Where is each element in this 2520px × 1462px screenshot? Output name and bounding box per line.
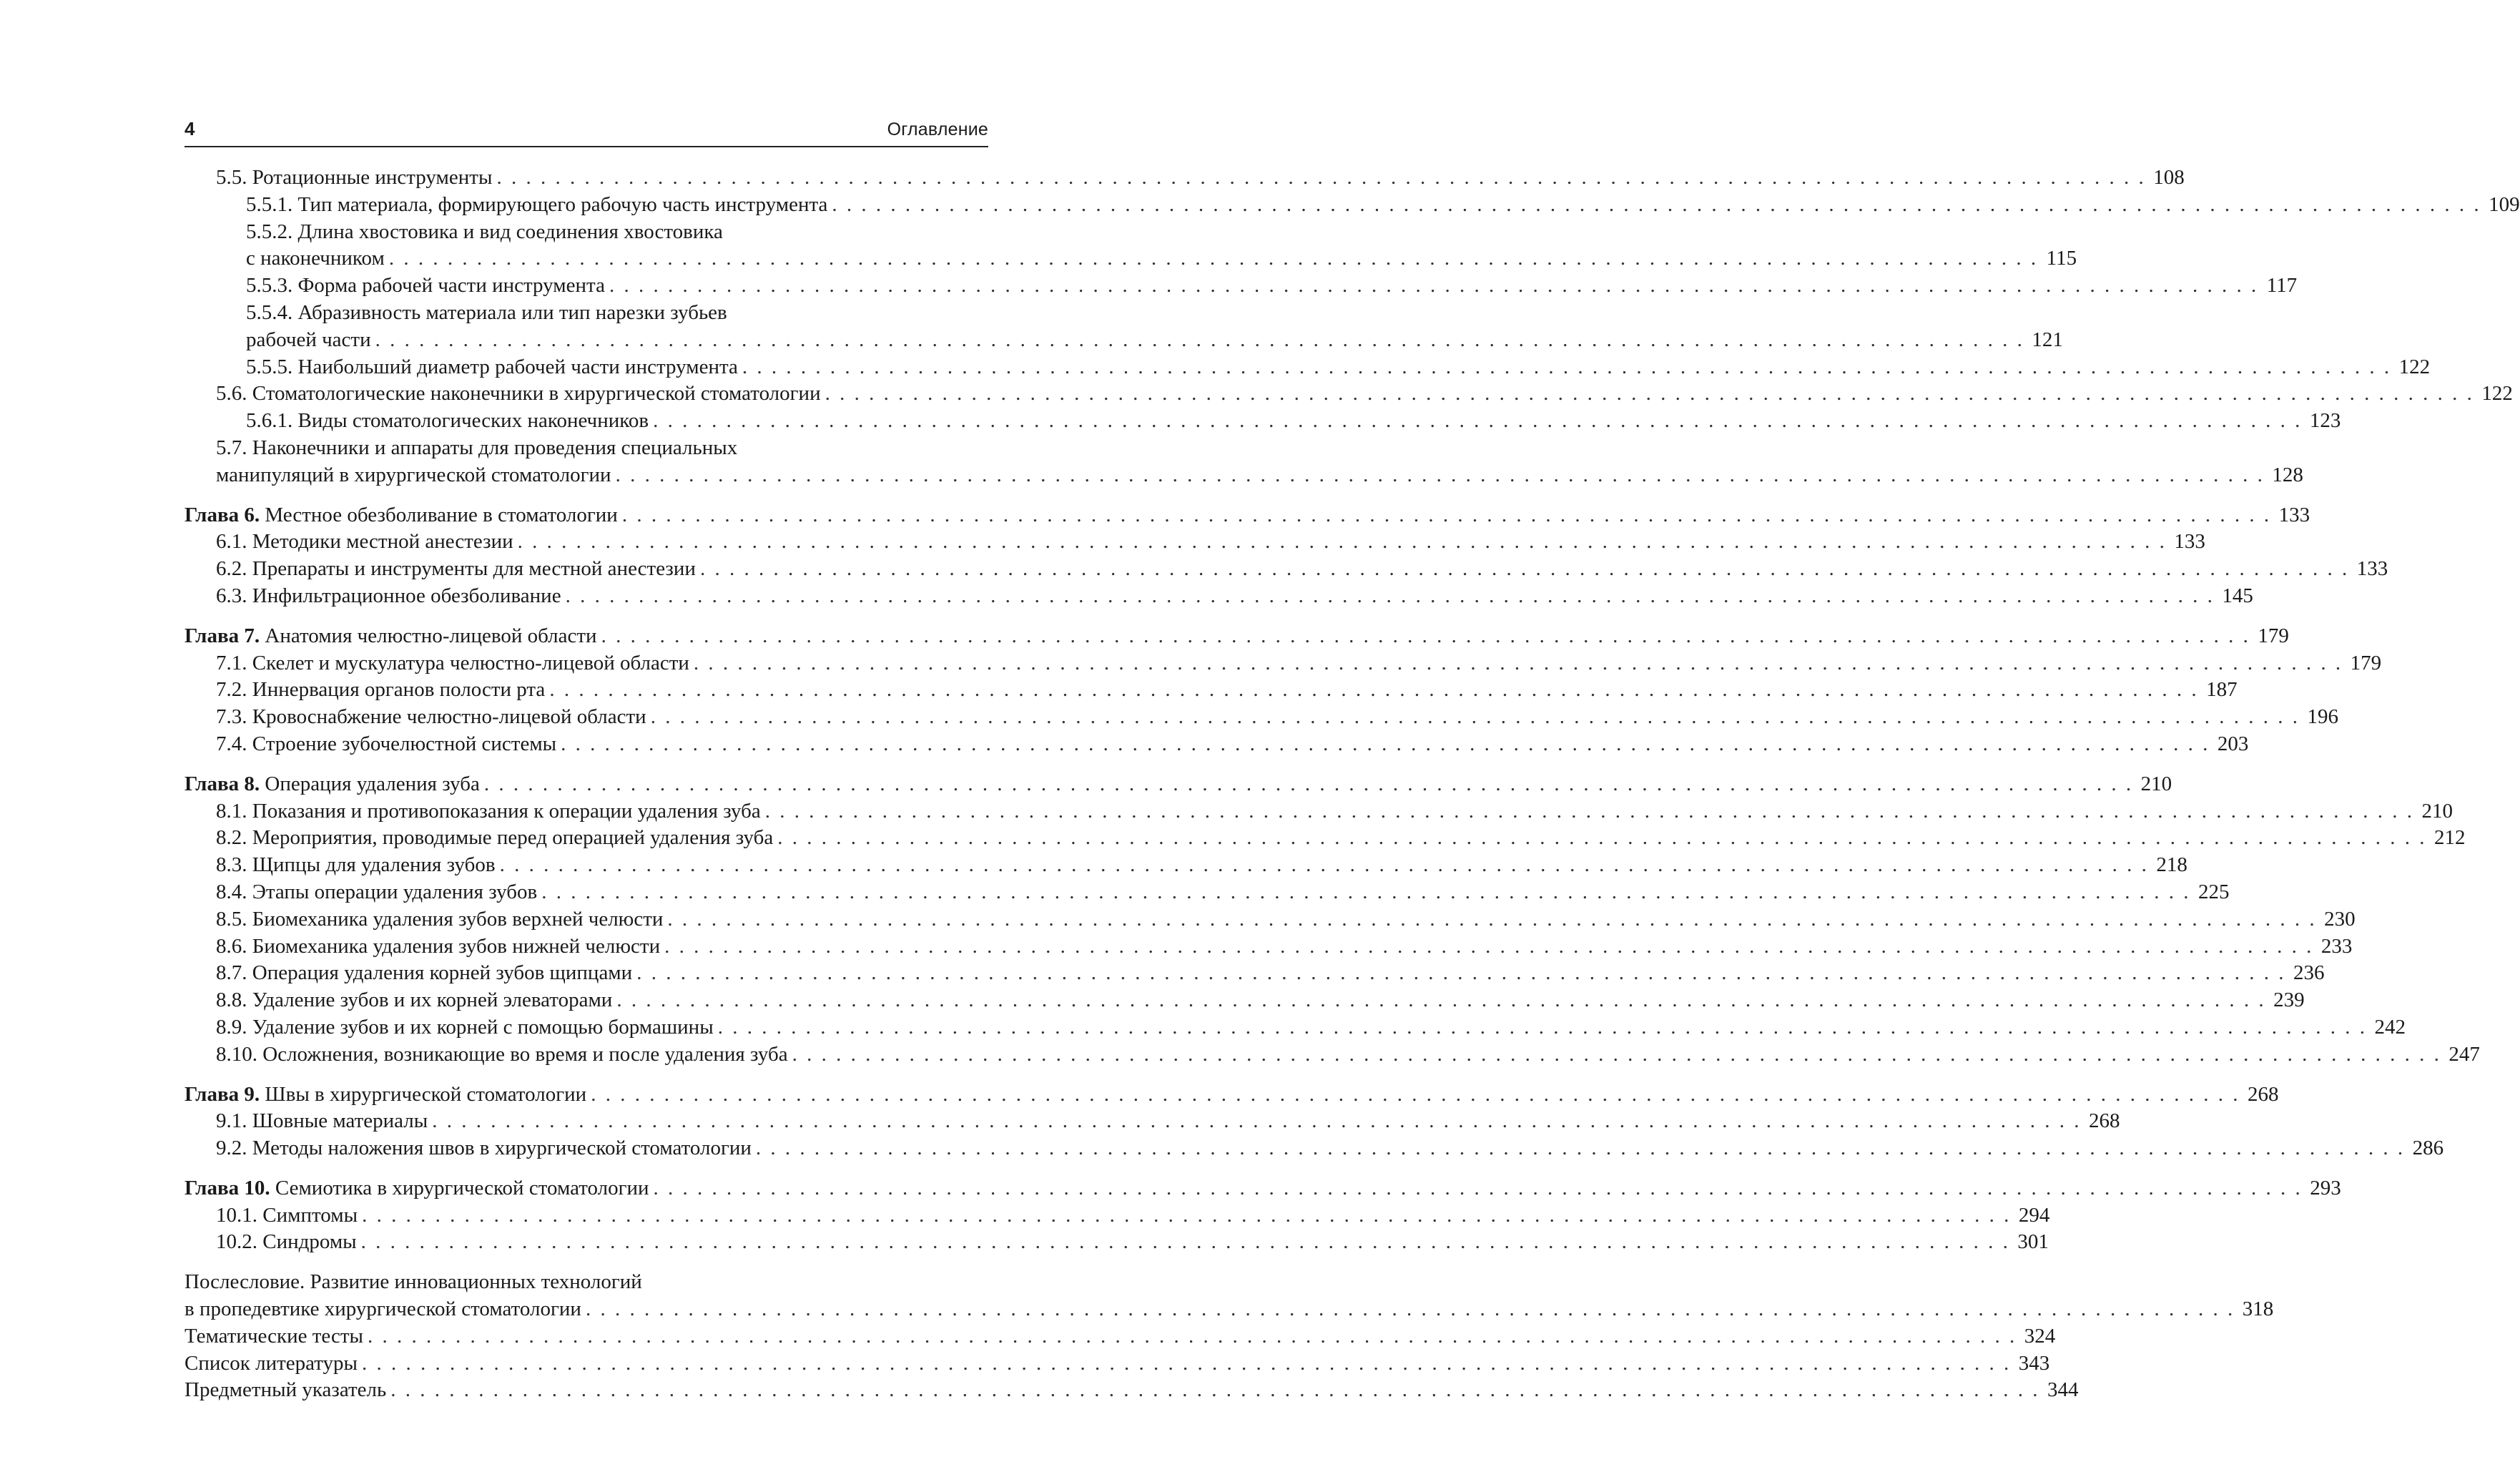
toc-entry-title — [246, 192, 827, 219]
section-gap — [184, 489, 988, 502]
toc-entry-title — [216, 879, 537, 906]
toc-entry-text: Послесловие. Развитие инновационных технологий — [184, 1270, 642, 1294]
running-title: Оглавление — [887, 119, 988, 139]
dot-leader — [636, 960, 2285, 987]
toc-entry-text: 8.8. Удаление зубов и их корней элеваторами — [216, 988, 613, 1012]
dot-leader — [541, 879, 2190, 906]
toc-entry-text: 5.5.5. Наибольший диаметр рабочей части инструмента — [246, 355, 738, 378]
toc-entry-title — [216, 529, 513, 556]
toc-entry-title — [184, 1296, 581, 1323]
toc-entry-title — [184, 1377, 386, 1404]
toc-page-number: 225 — [2197, 880, 2230, 903]
toc-entry[interactable] — [184, 960, 2325, 987]
dot-leader — [651, 704, 2300, 731]
dot-leader — [700, 556, 2349, 583]
toc-entry[interactable] — [184, 852, 2187, 879]
section-gap — [184, 1069, 988, 1081]
toc-page-number: 268 — [2247, 1082, 2279, 1106]
toc-page-number: 212 — [2434, 826, 2466, 850]
dot-leader — [389, 245, 2038, 273]
toc-entry-text: 8.4. Этапы операции удаления зубов — [216, 880, 538, 903]
toc-entry-title — [216, 906, 663, 933]
toc-entry-title — [184, 1350, 358, 1378]
toc-entry-title — [216, 731, 556, 758]
toc-entry[interactable] — [184, 165, 2185, 192]
toc-entry-text: 10.2. Синдромы — [216, 1230, 357, 1254]
toc-page-number: 133 — [2174, 530, 2205, 554]
toc-entry[interactable] — [184, 879, 2230, 906]
toc-entry-text: 5.5. Ротационные инструменты — [216, 166, 493, 189]
toc-entry-title — [216, 556, 696, 583]
toc-entry-text: манипуляций в хирургической стоматологии — [216, 463, 611, 486]
toc-entry-text: Тематические тесты — [184, 1324, 364, 1348]
toc-entry-title — [246, 354, 738, 381]
toc-entry-text: Предметный указатель — [184, 1378, 387, 1402]
dot-leader — [496, 165, 2145, 192]
dot-leader — [549, 677, 2198, 704]
toc-entry[interactable] — [184, 1202, 2050, 1230]
section-gap — [184, 758, 988, 771]
toc-page-number: 233 — [2320, 934, 2353, 958]
dot-leader — [667, 906, 2316, 933]
toc-page-number: 344 — [2047, 1378, 2079, 1402]
toc-page-number: 301 — [2017, 1230, 2049, 1254]
toc-entry[interactable] — [184, 502, 2310, 529]
toc-entry-title — [246, 327, 371, 354]
toc-entry[interactable] — [184, 1350, 2050, 1378]
toc-entry-text: 8.5. Биомеханика удаления зубов верхней челюсти — [216, 907, 664, 931]
dot-leader — [586, 1296, 2235, 1323]
toc-page-number: 210 — [2140, 772, 2172, 795]
toc-entry-text: 9.2. Методы наложения швов в хирургической стоматологии — [216, 1137, 752, 1160]
toc-entry-text: 8.6. Биомеханика удаления зубов нижней челюсти — [216, 934, 661, 958]
dot-leader — [664, 933, 2313, 961]
dot-leader — [375, 327, 2024, 354]
toc-entry-title — [216, 960, 632, 987]
toc-entry[interactable] — [184, 1229, 2049, 1256]
toc-entry[interactable] — [184, 1014, 2406, 1041]
dot-leader — [518, 529, 2167, 556]
toc-page-number: 187 — [2206, 678, 2238, 702]
toc-entry[interactable] — [184, 354, 2431, 381]
table-of-contents — [184, 165, 2520, 1404]
toc-entry[interactable] — [184, 408, 2341, 435]
toc-entry-text: Швы в хирургической стоматологии — [265, 1082, 587, 1106]
toc-page-number: 196 — [2307, 705, 2338, 729]
toc-page-number: 145 — [2222, 584, 2253, 607]
toc-entry-title — [216, 1108, 428, 1135]
toc-entry-title — [184, 1323, 363, 1350]
toc-entry-text: 8.7. Операция удаления корней зубов щипцами — [216, 961, 633, 985]
dot-leader — [718, 1014, 2367, 1041]
toc-entry-title — [216, 987, 612, 1014]
toc-entry-text: 5.6. Стоматологические наконечники в хирургической стоматологии — [216, 382, 821, 406]
toc-page-number: 115 — [2046, 247, 2077, 270]
toc-page-number: 343 — [2018, 1351, 2050, 1375]
toc-page-number: 318 — [2242, 1297, 2274, 1321]
toc-entry[interactable] — [184, 933, 2353, 961]
section-gap — [184, 1256, 988, 1269]
toc-entry-title — [246, 408, 649, 435]
toc-entry[interactable] — [184, 556, 2388, 583]
dot-leader — [484, 771, 2133, 798]
toc-entry[interactable] — [184, 245, 2077, 273]
toc-entry-title — [246, 300, 727, 327]
toc-entry-title — [216, 933, 660, 961]
toc-entry[interactable] — [184, 623, 2289, 650]
toc-entry[interactable] — [184, 583, 2253, 610]
toc-entry[interactable] — [184, 1296, 2274, 1323]
toc-page-number: 247 — [2448, 1042, 2480, 1066]
toc-entry[interactable] — [184, 327, 2063, 354]
toc-entry-text: 8.2. Мероприятия, проводимые перед операцией удаления зуба — [216, 826, 774, 850]
toc-entry-text: Местное обезболивание в стоматологии — [265, 503, 618, 526]
toc-entry[interactable] — [184, 798, 2453, 825]
toc-entry-text: 7.3. Кровоснабжение челюстно-лицевой области — [216, 705, 646, 729]
toc-entry-text: 5.5.4. Абразивность материала или тип нарезки зубьев — [246, 300, 727, 324]
toc-entry-title — [246, 245, 385, 273]
toc-page-number: 218 — [2156, 853, 2187, 877]
dot-leader — [361, 1229, 2010, 1256]
toc-entry-title — [216, 435, 737, 462]
toc-page-number: 293 — [2310, 1176, 2341, 1199]
toc-entry[interactable] — [184, 1135, 2444, 1162]
toc-entry-title — [216, 677, 545, 704]
toc-entry-text: рабочей части — [246, 328, 371, 351]
dot-leader — [756, 1135, 2405, 1162]
page-number: 4 — [184, 118, 195, 139]
dot-leader — [561, 731, 2210, 758]
toc-page-number: 122 — [2481, 382, 2513, 406]
toc-entry-text: 6.2. Препараты и инструменты для местной анестезии — [216, 557, 696, 581]
toc-entry-title — [184, 1081, 586, 1109]
toc-entry[interactable] — [184, 771, 2172, 798]
toc-entry-text: 10.1. Симптомы — [216, 1203, 358, 1227]
toc-page-number: 179 — [2258, 624, 2289, 647]
toc-entry-title — [184, 1175, 649, 1202]
dot-leader — [616, 987, 2265, 1014]
toc-entry-title — [216, 798, 761, 825]
toc-page-number: 324 — [2024, 1324, 2056, 1348]
toc-entry-title — [216, 1202, 358, 1230]
dot-leader — [368, 1323, 2017, 1350]
toc-entry[interactable] — [184, 1041, 2480, 1069]
dot-leader — [653, 408, 2302, 435]
toc-entry-text: 8.1. Показания и противопоказания к операции удаления зуба — [216, 799, 761, 823]
toc-page-number: 239 — [2273, 988, 2305, 1012]
dot-leader — [694, 650, 2343, 677]
toc-entry-text: Операция удаления зуба — [265, 772, 480, 795]
toc-entry-text: 7.4. Строение зубочелюстной системы — [216, 732, 557, 755]
toc-page-number: 117 — [2266, 274, 2298, 298]
toc-page-number: 268 — [2089, 1109, 2120, 1133]
toc-entry-text: 9.1. Шовные материалы — [216, 1109, 428, 1133]
toc-entry-text: 6.1. Методики местной анестезии — [216, 530, 513, 554]
toc-page-number: 230 — [2324, 907, 2356, 931]
chapter-label: Глава 10. — [184, 1176, 275, 1199]
toc-entry-title — [216, 165, 492, 192]
toc-entry[interactable] — [184, 1081, 2279, 1109]
toc-entry-line[interactable] — [184, 219, 988, 246]
toc-entry-text: Семиотика в хирургической стоматологии — [275, 1176, 649, 1199]
toc-entry[interactable] — [184, 529, 2205, 556]
section-gap — [184, 1162, 988, 1175]
toc-entry-text: 7.1. Скелет и мускулатура челюстно-лицевой области — [216, 651, 689, 674]
dot-leader — [742, 354, 2391, 381]
toc-entry-text: в пропедевтике хирургической стоматологии — [184, 1297, 581, 1321]
dot-leader — [601, 623, 2250, 650]
toc-entry[interactable] — [184, 906, 2356, 933]
toc-page-number: 179 — [2350, 651, 2382, 674]
toc-entry-text: 5.7. Наконечники и аппараты для проведения специальных — [216, 436, 738, 459]
dot-leader — [622, 502, 2271, 529]
dot-leader — [500, 852, 2149, 879]
toc-entry[interactable] — [184, 987, 2305, 1014]
toc-entry-title — [184, 771, 480, 798]
toc-page-number: 123 — [2309, 409, 2341, 433]
toc-entry[interactable] — [184, 825, 2466, 852]
toc-entry-title — [216, 1041, 788, 1069]
toc-page-number: 203 — [2217, 732, 2249, 755]
toc-entry-text: 5.5.1. Тип материала, формирующего рабочую часть инструмента — [246, 192, 828, 216]
dot-leader — [566, 583, 2215, 610]
toc-entry-title — [216, 852, 496, 879]
toc-entry-title — [184, 623, 597, 650]
toc-page-number: 236 — [2293, 961, 2325, 985]
dot-leader — [792, 1041, 2441, 1069]
toc-entry-line[interactable] — [184, 1269, 988, 1296]
toc-page-number: 133 — [2278, 503, 2310, 526]
toc-entry[interactable] — [184, 677, 2238, 704]
toc-entry-text: с наконечником — [246, 247, 385, 270]
chapter-label: Глава 7. — [184, 624, 265, 647]
toc-entry-text: 6.3. Инфильтрационное обезболивание — [216, 584, 561, 607]
toc-page-number: 108 — [2153, 166, 2185, 189]
toc-entry[interactable] — [184, 704, 2338, 731]
toc-entry[interactable] — [184, 381, 2513, 408]
toc-page-number: 121 — [2032, 328, 2063, 351]
toc-entry-title — [216, 381, 821, 408]
dot-leader — [362, 1350, 2011, 1378]
toc-page-number: 294 — [2018, 1203, 2050, 1227]
dot-leader — [616, 462, 2265, 489]
toc-entry-title — [216, 1135, 752, 1162]
toc-page-number: 242 — [2374, 1015, 2406, 1039]
toc-entry[interactable] — [184, 462, 2303, 489]
toc-entry-title — [246, 273, 605, 300]
toc-entry-text: 8.10. Осложнения, возникающие во время и после удаления зуба — [216, 1042, 788, 1066]
toc-entry-title — [216, 650, 689, 677]
toc-entry[interactable] — [184, 650, 2382, 677]
dot-leader — [390, 1377, 2039, 1404]
dot-leader — [777, 825, 2426, 852]
toc-entry-text: 5.5.3. Форма рабочей части инструмента — [246, 274, 605, 298]
toc-entry-title — [216, 462, 611, 489]
toc-entry-text: 8.3. Щипцы для удаления зубов — [216, 853, 496, 877]
dot-leader — [362, 1202, 2011, 1230]
toc-entry-text: 5.6.1. Виды стоматологических наконечников — [246, 409, 649, 433]
chapter-label: Глава 9. — [184, 1082, 265, 1106]
toc-entry-text: Анатомия челюстно-лицевой области — [265, 624, 597, 647]
chapter-label: Глава 8. — [184, 772, 265, 795]
toc-entry-line[interactable] — [184, 435, 988, 462]
toc-entry-text: 7.2. Иннервация органов полости рта — [216, 678, 546, 702]
toc-entry-text: Список литературы — [184, 1351, 358, 1375]
toc-entry[interactable] — [184, 1377, 2079, 1404]
dot-leader — [825, 381, 2474, 408]
toc-entry-text: 5.5.2. Длина хвостовика и вид соединения хвостовика — [246, 220, 723, 243]
toc-page-number: 286 — [2412, 1137, 2444, 1160]
dot-leader — [765, 798, 2414, 825]
dot-leader — [609, 273, 2258, 300]
dot-leader — [654, 1175, 2303, 1202]
toc-page-number: 128 — [2272, 463, 2303, 486]
toc-entry-line[interactable] — [184, 300, 988, 327]
dot-leader — [591, 1081, 2240, 1109]
toc-entry-title — [216, 1014, 714, 1041]
toc-entry-title — [216, 583, 561, 610]
toc-entry[interactable] — [184, 273, 2298, 300]
toc-entry[interactable] — [184, 1323, 2056, 1350]
toc-entry-title — [246, 219, 723, 246]
toc-entry-text: 8.9. Удаление зубов и их корней с помощью бормашины — [216, 1015, 714, 1039]
toc-entry-title — [216, 1229, 357, 1256]
toc-entry-title — [216, 704, 646, 731]
toc-page-number: 109 — [2489, 192, 2520, 216]
toc-entry-title — [216, 825, 773, 852]
chapter-label: Глава 6. — [184, 503, 265, 526]
toc-entry[interactable] — [184, 192, 2520, 219]
toc-entry[interactable] — [184, 1108, 2120, 1135]
dot-leader — [832, 192, 2481, 219]
dot-leader — [432, 1108, 2081, 1135]
toc-page-number: 122 — [2398, 355, 2431, 378]
page-header — [184, 117, 988, 147]
toc-entry[interactable] — [184, 1175, 2341, 1202]
toc-entry-title — [184, 1269, 642, 1296]
toc-page-number: 210 — [2421, 799, 2453, 823]
toc-entry[interactable] — [184, 731, 2249, 758]
section-gap — [184, 610, 988, 623]
toc-page-number: 133 — [2356, 557, 2388, 581]
toc-entry-title — [184, 502, 618, 529]
